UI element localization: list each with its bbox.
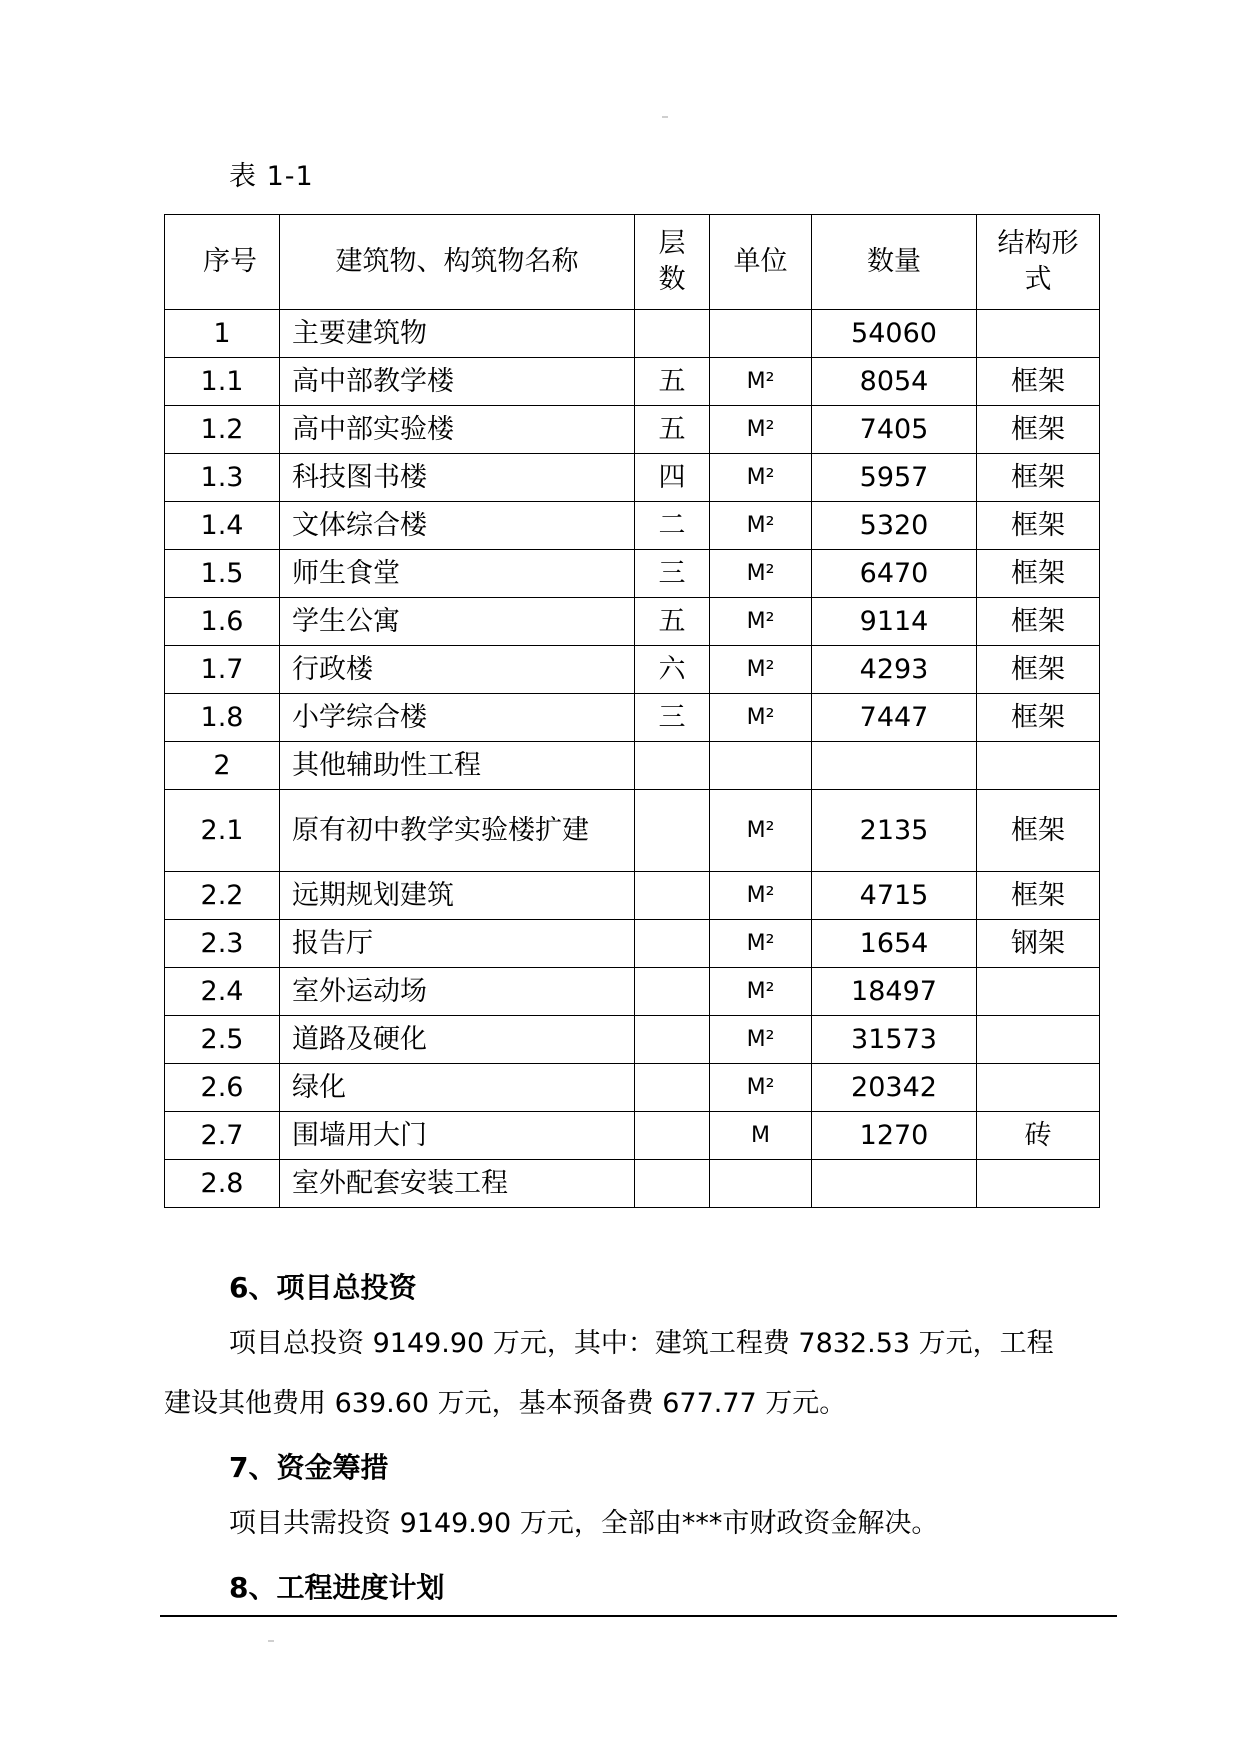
cell-structure: 砖 [977, 1112, 1100, 1160]
cell-name: 师生食堂 [280, 550, 635, 598]
cell-qty: 4715 [812, 872, 977, 920]
cell-qty: 4293 [812, 646, 977, 694]
cell-floors: 五 [635, 598, 710, 646]
table-row [165, 1016, 1100, 1064]
cell-no: 1.5 [165, 550, 280, 598]
cell-floors [635, 968, 710, 1016]
table-row [165, 550, 1100, 598]
cell-floors [635, 1016, 710, 1064]
cell-unit [710, 1160, 812, 1208]
funding-heading: 7、资金筹措 [229, 1451, 389, 1484]
table-row [165, 358, 1100, 406]
table-row [165, 1064, 1100, 1112]
cell-name: 高中部实验楼 [280, 406, 635, 454]
cell-floors [635, 1112, 710, 1160]
cell-qty: 1654 [812, 920, 977, 968]
cell-qty: 2135 [812, 790, 977, 872]
cell-name: 高中部教学楼 [280, 358, 635, 406]
cell-no: 1 [165, 310, 280, 358]
cell-unit: M² [710, 1064, 812, 1112]
cell-floors: 五 [635, 406, 710, 454]
cell-unit [710, 742, 812, 790]
cell-unit: M² [710, 1016, 812, 1064]
buildings-table [164, 214, 1100, 1208]
investment-line-2: 建设其他费用 639.60 万元，基本预备费 677.77 万元。 [164, 1388, 847, 1419]
cell-floors: 三 [635, 694, 710, 742]
cell-no: 2.6 [165, 1064, 280, 1112]
cell-unit: M² [710, 454, 812, 502]
cell-structure: 框架 [977, 790, 1100, 872]
table-row [165, 406, 1100, 454]
table-row [165, 598, 1100, 646]
table-header-row [165, 215, 1100, 310]
table-row [165, 1160, 1100, 1208]
cell-no: 2.1 [165, 790, 280, 872]
table-row [165, 790, 1100, 872]
cell-structure [977, 742, 1100, 790]
cell-unit: M² [710, 502, 812, 550]
cell-structure [977, 310, 1100, 358]
cell-no: 1.2 [165, 406, 280, 454]
cell-structure: 框架 [977, 646, 1100, 694]
cell-structure: 框架 [977, 454, 1100, 502]
cell-unit: M² [710, 872, 812, 920]
cell-unit: M² [710, 646, 812, 694]
cell-name: 绿化 [280, 1064, 635, 1112]
table-row [165, 646, 1100, 694]
table-row [165, 968, 1100, 1016]
cell-name: 其他辅助性工程 [280, 742, 635, 790]
cell-qty: 7405 [812, 406, 977, 454]
cell-name: 室外运动场 [280, 968, 635, 1016]
table-row [165, 694, 1100, 742]
cell-unit: M [710, 1112, 812, 1160]
cell-qty: 6470 [812, 550, 977, 598]
cell-qty [812, 742, 977, 790]
cell-name: 围墙用大门 [280, 1112, 635, 1160]
table-row [165, 1112, 1100, 1160]
cell-structure: 框架 [977, 598, 1100, 646]
cell-no: 1.1 [165, 358, 280, 406]
cell-qty: 9114 [812, 598, 977, 646]
header-qty: 数量 [812, 215, 977, 310]
cell-unit: M² [710, 406, 812, 454]
investment-line-1: 项目总投资 9149.90 万元，其中：建筑工程费 7832.53 万元，工程 [229, 1328, 1054, 1359]
cell-floors: 二 [635, 502, 710, 550]
table-row [165, 920, 1100, 968]
cell-unit: M² [710, 694, 812, 742]
cell-unit: M² [710, 550, 812, 598]
cell-no: 2.3 [165, 920, 280, 968]
cell-structure [977, 1160, 1100, 1208]
cell-structure: 钢架 [977, 920, 1100, 968]
cell-qty: 7447 [812, 694, 977, 742]
cell-name: 学生公寓 [280, 598, 635, 646]
cell-floors [635, 872, 710, 920]
cell-no: 1.3 [165, 454, 280, 502]
cell-floors [635, 1064, 710, 1112]
cell-structure: 框架 [977, 694, 1100, 742]
cell-qty: 18497 [812, 968, 977, 1016]
cell-unit: M² [710, 920, 812, 968]
cell-name: 科技图书楼 [280, 454, 635, 502]
cell-unit: M² [710, 358, 812, 406]
cell-name: 远期规划建筑 [280, 872, 635, 920]
cell-structure: 框架 [977, 406, 1100, 454]
cell-unit [710, 310, 812, 358]
header-unit: 单位 [710, 215, 812, 310]
cell-structure: 框架 [977, 358, 1100, 406]
table-row [165, 502, 1100, 550]
schedule-heading: 8、工程进度计划 [229, 1571, 445, 1604]
table-row [165, 742, 1100, 790]
table-row [165, 310, 1100, 358]
cell-floors [635, 742, 710, 790]
cell-floors [635, 920, 710, 968]
cell-name: 道路及硬化 [280, 1016, 635, 1064]
cell-qty: 5320 [812, 502, 977, 550]
cell-unit: M² [710, 598, 812, 646]
cell-structure [977, 968, 1100, 1016]
funding-text: 项目共需投资 9149.90 万元，全部由***市财政资金解决。 [229, 1508, 939, 1539]
cell-no: 1.8 [165, 694, 280, 742]
cell-floors: 五 [635, 358, 710, 406]
cell-structure [977, 1016, 1100, 1064]
cell-no: 1.4 [165, 502, 280, 550]
cell-no: 2.8 [165, 1160, 280, 1208]
cell-name: 原有初中教学实验楼扩建 [280, 790, 635, 872]
cell-no: 2.4 [165, 968, 280, 1016]
header-name: 建筑物、构筑物名称 [280, 215, 635, 310]
cell-name: 室外配套安装工程 [280, 1160, 635, 1208]
header-structure: 结构形式 [977, 215, 1100, 310]
cell-no: 1.6 [165, 598, 280, 646]
header-mark [662, 116, 668, 118]
cell-structure: 框架 [977, 872, 1100, 920]
cell-no: 2.5 [165, 1016, 280, 1064]
cell-unit: M² [710, 790, 812, 872]
cell-name: 主要建筑物 [280, 310, 635, 358]
cell-structure: 框架 [977, 550, 1100, 598]
cell-qty: 5957 [812, 454, 977, 502]
cell-name: 行政楼 [280, 646, 635, 694]
cell-qty: 1270 [812, 1112, 977, 1160]
cell-qty: 54060 [812, 310, 977, 358]
investment-heading: 6、项目总投资 [229, 1271, 417, 1304]
cell-structure: 框架 [977, 502, 1100, 550]
cell-floors: 四 [635, 454, 710, 502]
cell-qty: 31573 [812, 1016, 977, 1064]
cell-unit: M² [710, 968, 812, 1016]
cell-name: 小学综合楼 [280, 694, 635, 742]
cell-floors [635, 310, 710, 358]
cell-floors: 三 [635, 550, 710, 598]
cell-qty: 8054 [812, 358, 977, 406]
cell-no: 1.7 [165, 646, 280, 694]
cell-floors [635, 790, 710, 872]
footer-rule [160, 1615, 1117, 1617]
cell-floors: 六 [635, 646, 710, 694]
cell-structure [977, 1064, 1100, 1112]
cell-no: 2.7 [165, 1112, 280, 1160]
table-caption: 表 1-1 [229, 161, 314, 192]
cell-name: 报告厅 [280, 920, 635, 968]
cell-qty: 20342 [812, 1064, 977, 1112]
cell-qty [812, 1160, 977, 1208]
table-row [165, 454, 1100, 502]
cell-no: 2 [165, 742, 280, 790]
header-floors: 层数 [635, 215, 710, 310]
cell-no: 2.2 [165, 872, 280, 920]
table-row [165, 872, 1100, 920]
cell-name: 文体综合楼 [280, 502, 635, 550]
header-no: 序号 [165, 215, 280, 310]
footer-mark [268, 1640, 274, 1642]
cell-floors [635, 1160, 710, 1208]
